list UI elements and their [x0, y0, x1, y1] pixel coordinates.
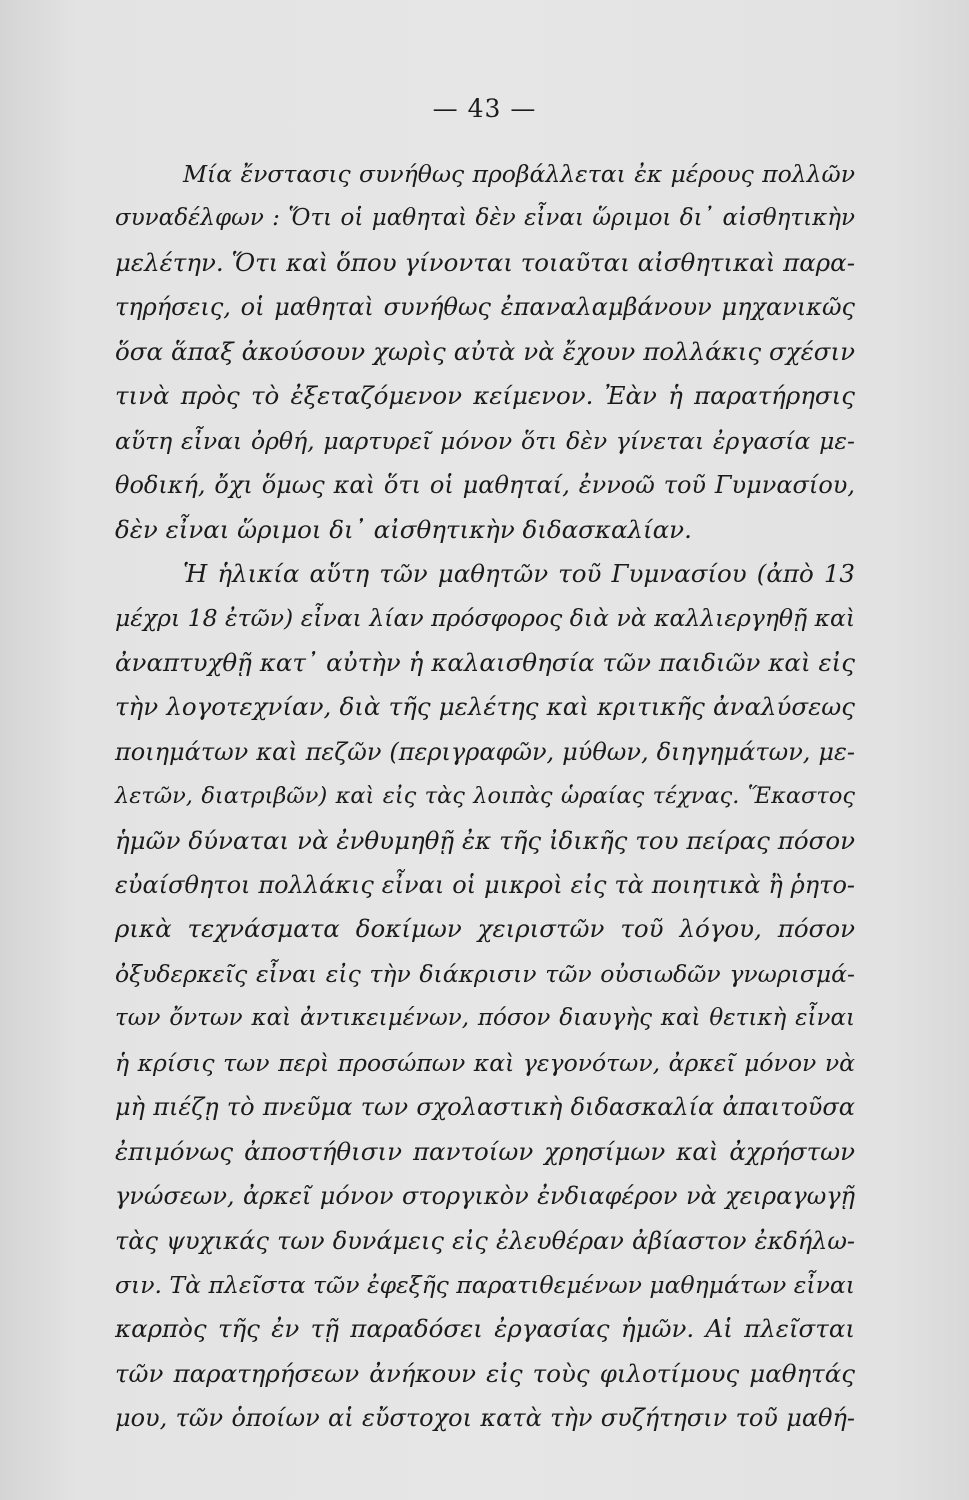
text-line: ὅσα ἅπαξ ἀκούσουν χωρὶς αὐτὰ νὰ ἔχουν πολλάκις σχέσιν	[115, 336, 855, 366]
text-line: τὴν λογοτεχνίαν, διὰ τῆς μελέτης καὶ κριτικῆς ἀναλύσεως	[115, 692, 855, 722]
text-line: μέχρι 18 ἐτῶν) εἶναι λίαν πρόσφορος διὰ νὰ καλλιεργηθῇ καὶ	[115, 604, 856, 633]
text-line: τῶν παρατηρήσεων ἀνήκουν εἰς τοὺς φιλοτίμους μαθητάς	[115, 1358, 855, 1388]
text-line: ἐπιμόνως ἀποστήθισιν παντοίων χρησίμων καὶ ἀχρήστων	[115, 1136, 855, 1166]
page-number: — 43 —	[432, 94, 537, 123]
text-line: δὲν εἶναι ὥριμοι δι᾽ αἰσθητικὴν διδασκαλίαν.	[115, 514, 692, 544]
text-line: των ὄντων καὶ ἀντικειμένων, πόσον διαυγὴς καὶ θετικὴ εἶναι	[115, 1005, 855, 1032]
text-line: γνώσεων, ἀρκεῖ μόνον στοργικὸν ἐνδιαφέρον νὰ χειραγωγῇ	[115, 1182, 855, 1211]
text-line: λετῶν, διατριβῶν) καὶ εἰς τὰς λοιπὰς ὡραίας τέχνας. Ἕκαστος	[115, 783, 855, 810]
text-line: εὐαίσθητοι πολλάκις εἶναι οἱ μικροὶ εἰς τὰ ποιητικὰ ἢ ῥητο-	[115, 871, 855, 899]
text-line: ἀναπτυχθῇ κατ᾽ αὐτὴν ἡ καλαισθησία τῶν παιδιῶν καὶ εἰς	[115, 647, 855, 677]
text-line: συναδέλφων : Ὅτι οἱ μαθηταὶ δὲν εἶναι ὥριμοι δι᾽ αἰσθητικὴν	[115, 205, 855, 232]
text-line: ποιημάτων καὶ πεζῶν (περιγραφῶν, μύθων, διηγημάτων, με-	[115, 737, 855, 766]
text-line: ἡμῶν δύναται νὰ ἐνθυμηθῇ ἐκ τῆς ἰδικῆς του πείρας πόσον	[115, 825, 855, 855]
text-line: μελέτην. Ὅτι καὶ ὅπου γίνονται τοιαῦται αἰσθητικαὶ παρα-	[115, 247, 855, 277]
body-text	[115, 152, 855, 1441]
text-line: τὰς ψυχικάς των δυνάμεις εἰς ἐλευθέραν ἀβίαστον ἐκδήλω-	[115, 1226, 855, 1255]
text-line: θοδική, ὄχι ὅμως καὶ ὅτι οἱ μαθηταί, ἐννοῶ τοῦ Γυμνασίου,	[115, 471, 855, 500]
text-line: Μία ἔνστασις συνήθως προβάλλεται ἐκ μέρους πολλῶν	[183, 160, 855, 188]
text-line: καρπὸς τῆς ἐν τῇ παραδόσει ἐργασίας ἡμῶν. Αἱ πλεῖσται	[115, 1314, 855, 1344]
text-line: ἡ κρίσις των περὶ προσώπων καὶ γεγονότων, ἀρκεῖ μόνον νὰ	[115, 1048, 855, 1077]
text-line: τινὰ πρὸς τὸ ἐξεταζόμενον κείμενον. Ἐὰν ἡ παρατήρησις	[115, 381, 855, 411]
text-line: μου, τῶν ὁποίων αἱ εὔστοχοι κατὰ τὴν συζήτησιν τοῦ μαθή-	[115, 1404, 855, 1433]
text-line: Ἡ ἡλικία αὕτη τῶν μαθητῶν τοῦ Γυμνασίου (ἀπὸ 13	[183, 558, 855, 588]
text-line: τηρήσεις, οἱ μαθηταὶ συνήθως ἐπαναλαμβάνουν μηχανικῶς	[115, 293, 855, 322]
text-line: ὀξυδερκεῖς εἶναι εἰς τὴν διάκρισιν τῶν οὐσιωδῶν γνωρισμά-	[115, 959, 855, 988]
text-line: σιν. Τὰ πλεῖστα τῶν ἐφεξῆς παρατιθεμένων μαθημάτων εἶναι	[115, 1270, 855, 1299]
text-line: μὴ πιέζῃ τὸ πνεῦμα των σχολαστικὴ διδασκαλία ἀπαιτοῦσα	[115, 1093, 855, 1122]
text-line: αὕτη εἶναι ὀρθή, μαρτυρεῖ μόνον ὅτι δὲν γίνεται ἐργασία με-	[115, 426, 855, 455]
text-line: ρικὰ τεχνάσματα δοκίμων χειριστῶν τοῦ λόγου, πόσον	[115, 914, 855, 944]
